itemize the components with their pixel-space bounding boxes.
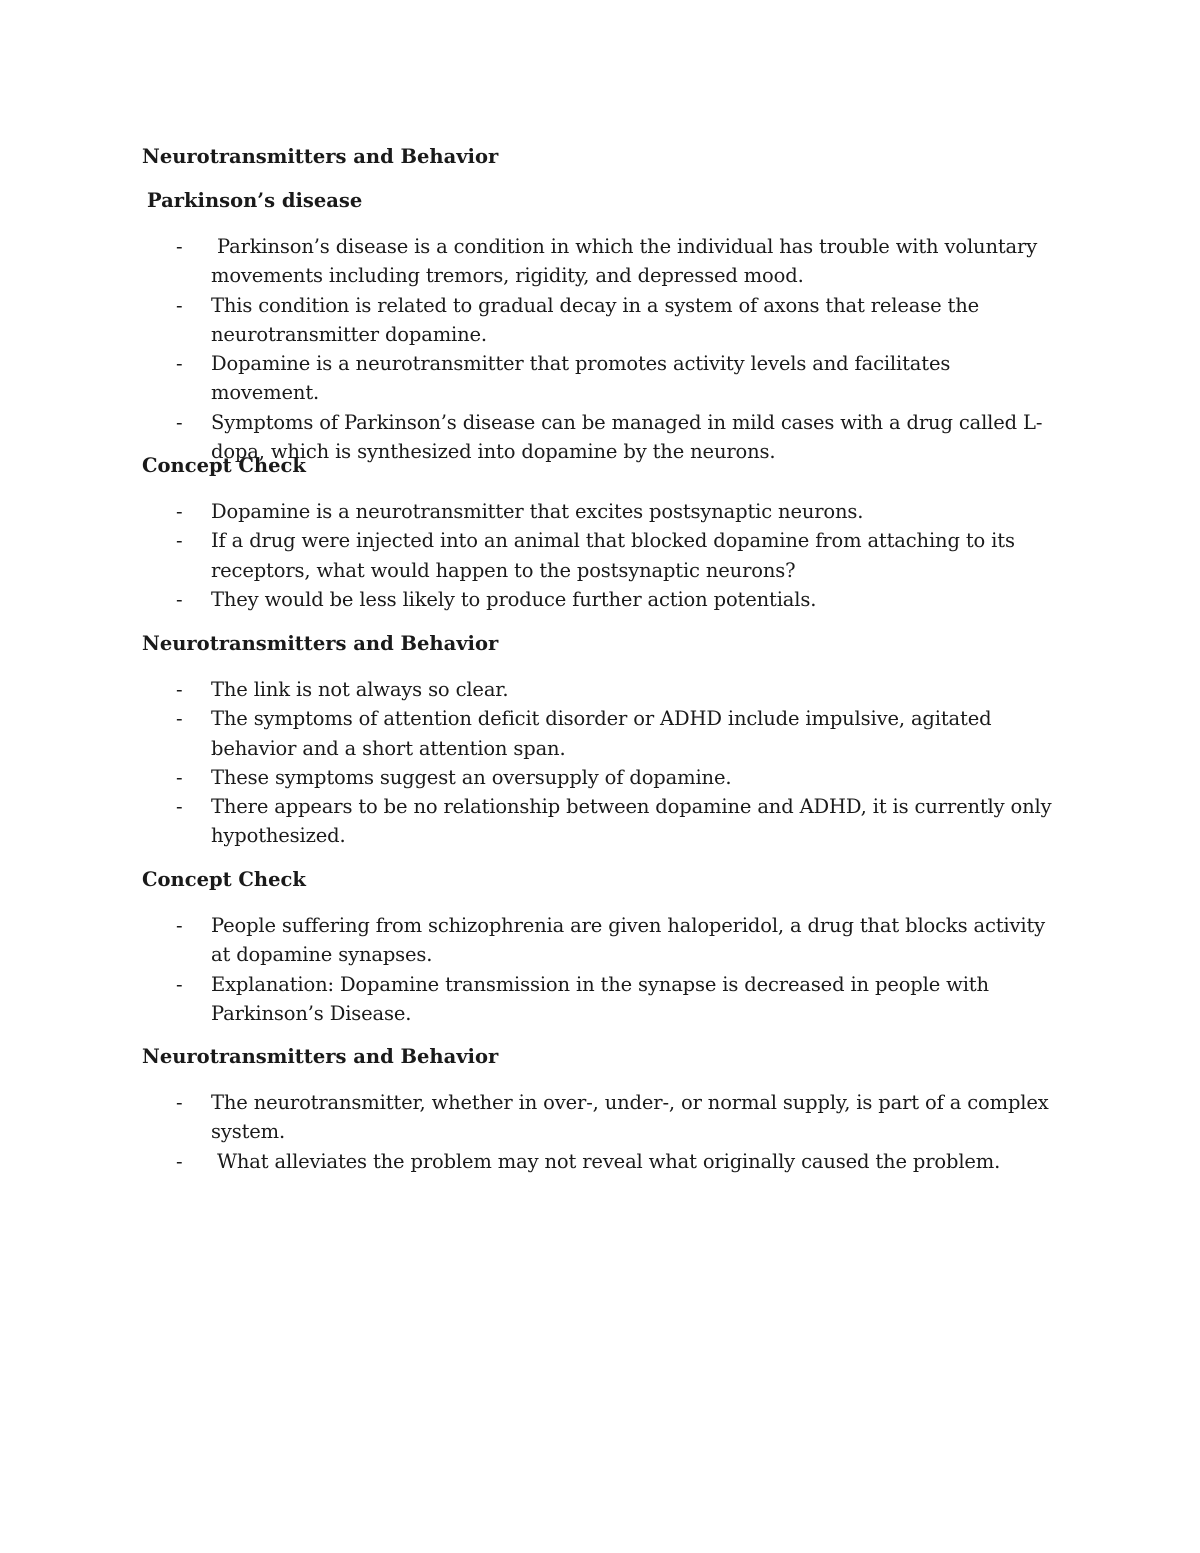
bullet-dash: -	[176, 500, 183, 523]
section-heading: Concept Check	[142, 868, 306, 891]
bullet-dash: -	[176, 235, 183, 258]
bullet-list	[0, 1088, 1200, 1176]
bullet-dash: -	[176, 765, 183, 789]
list-item	[0, 763, 1200, 792]
list-item	[0, 291, 1200, 350]
list-item-text: Explanation: Dopamine transmission in the synapse is decreased in people with Parkinson’s Disease.	[211, 972, 989, 1025]
list-item	[0, 526, 1200, 585]
list-item-text: They would be less likely to produce further action potentials.	[211, 587, 817, 611]
bullet-dash: -	[176, 795, 183, 819]
list-item-text: This condition is related to gradual decay in a system of axons that release the neurotransmitter dopamine.	[211, 293, 980, 346]
bullet-list	[0, 911, 1200, 1028]
bullet-dash: -	[176, 707, 183, 731]
list-item-text: Parkinson’s disease is a condition in which the individual has trouble with voluntary movements including tremors, rigidity, and depressed mood.	[211, 235, 1038, 288]
list-item-text: The link is not always so clear.	[211, 678, 509, 701]
bullet-list	[0, 675, 1200, 851]
bullet-dash: -	[176, 410, 183, 434]
section-heading: Neurotransmitters and Behavior	[142, 632, 499, 655]
list-item	[0, 349, 1200, 408]
list-item	[0, 911, 1200, 970]
list-item-text: If a drug were injected into an animal that blocked dopamine from attaching to its receptors, what would happen to the postsynaptic neurons?	[211, 529, 1015, 582]
bullet-dash: -	[176, 352, 183, 376]
list-item	[0, 497, 1200, 526]
list-item	[0, 585, 1200, 614]
list-item-text: The symptoms of attention deficit disorder or ADHD include impulsive, agitated behavior and a short attention span.	[211, 707, 992, 760]
list-item-text: There appears to be no relationship between dopamine and ADHD, it is currently only hypothesized.	[211, 795, 1052, 848]
list-item	[0, 1147, 1200, 1176]
bullet-dash: -	[176, 293, 183, 317]
bullet-dash: -	[176, 1091, 183, 1114]
bullet-list	[0, 497, 1200, 614]
list-item	[0, 704, 1200, 763]
list-item-text: Symptoms of Parkinson’s disease can be managed in mild cases with a drug called L-dopa, which is synthesized into dopamine by the neurons.	[211, 410, 1043, 464]
section-heading: Neurotransmitters and Behavior	[142, 145, 499, 168]
list-item	[0, 1088, 1200, 1147]
section-heading: Parkinson’s disease	[147, 189, 363, 212]
list-item-text: These symptoms suggest an oversupply of dopamine.	[211, 765, 732, 789]
list-item-text: The neurotransmitter, whether in over-, under-, or normal supply, is part of a complex system.	[211, 1091, 1049, 1144]
bullet-dash: -	[176, 678, 183, 701]
bullet-dash: -	[176, 1149, 183, 1173]
list-item	[0, 970, 1200, 1029]
list-item-text: What alleviates the problem may not reveal what originally caused the problem.	[217, 1149, 1001, 1173]
bullet-dash: -	[176, 914, 183, 937]
list-item	[0, 792, 1200, 851]
list-item-text: Dopamine is a neurotransmitter that promotes activity levels and facilitates movement.	[211, 352, 951, 405]
bullet-dash: -	[176, 587, 183, 611]
list-item-text: People suffering from schizophrenia are given haloperidol, a drug that blocks activity at dopamine synapses.	[211, 914, 1046, 967]
bullet-dash: -	[176, 529, 183, 553]
section-heading: Neurotransmitters and Behavior	[142, 1045, 499, 1068]
list-item-text: Dopamine is a neurotransmitter that excites postsynaptic neurons.	[211, 500, 864, 523]
section-heading: Concept Check	[142, 454, 306, 477]
bullet-dash: -	[176, 972, 183, 996]
list-item	[0, 232, 1200, 291]
bullet-list	[0, 232, 1200, 466]
list-item	[0, 675, 1200, 704]
